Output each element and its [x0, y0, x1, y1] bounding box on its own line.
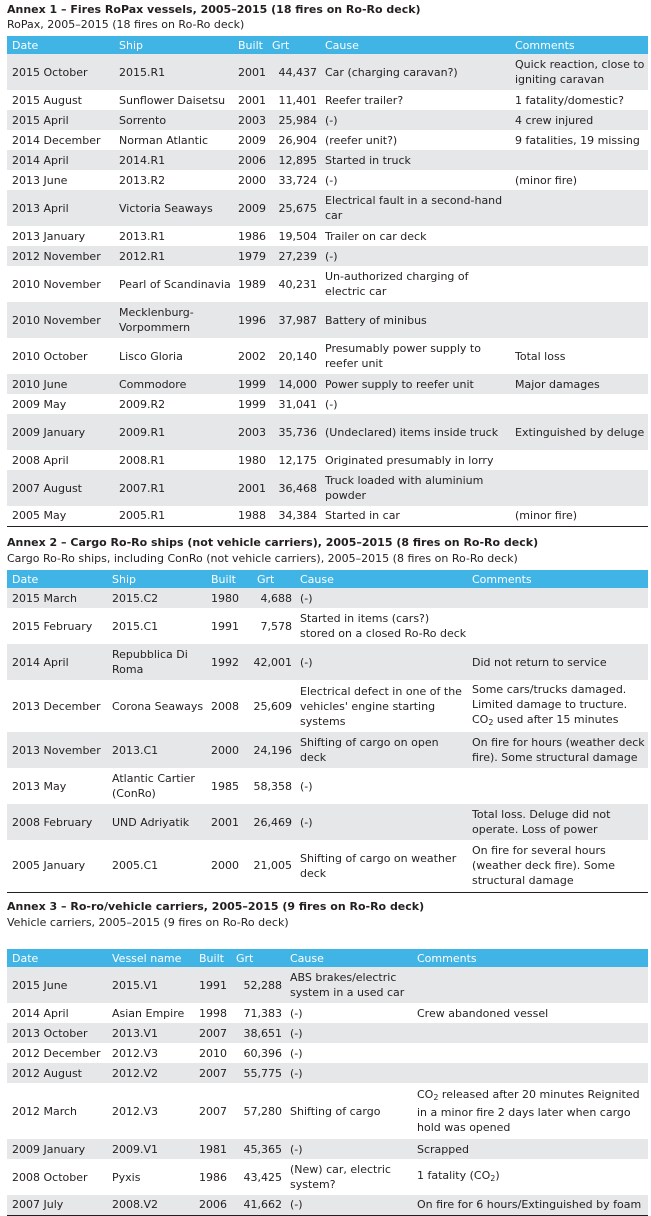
table-row: [7, 54, 648, 90]
cell-date: 2007 August: [7, 470, 114, 506]
cell-ship: Repubblica Di Roma: [107, 644, 206, 680]
cell-built: 2003: [233, 110, 267, 130]
cell-ship: 2013.C1: [107, 732, 206, 768]
cell-grt: 33,724: [267, 170, 320, 190]
cell-built: 2001: [206, 804, 252, 840]
cell-grt: 45,365: [231, 1139, 285, 1159]
cell-cause: (-): [285, 1023, 412, 1043]
cell-ship: 2007.R1: [114, 470, 233, 506]
cell-comments: 1 fatality (CO2): [412, 1159, 648, 1195]
cell-cause: (reefer unit?): [320, 130, 510, 150]
cell-built: 2001: [233, 470, 267, 506]
cell-grt: 71,383: [231, 1003, 285, 1023]
cell-cause: (Undeclared) items inside truck: [320, 414, 510, 450]
cell-comments: [510, 246, 648, 266]
cell-cause: (-): [285, 1139, 412, 1159]
cell-date: 2009 May: [7, 394, 114, 414]
table-row: [7, 1159, 648, 1195]
cell-date: 2013 November: [7, 732, 107, 768]
cell-built: 2010: [194, 1043, 231, 1063]
cell-comments: [412, 1043, 648, 1063]
cell-cause: Truck loaded with aluminium powder: [320, 470, 510, 506]
cell-built: 2000: [233, 170, 267, 190]
cell-ship: 2008.R1: [114, 450, 233, 470]
cell-date: 2012 August: [7, 1063, 107, 1083]
cell-grt: 25,675: [267, 190, 320, 226]
column-header-date: Date: [7, 36, 114, 54]
cell-date: 2009 January: [7, 414, 114, 450]
cell-grt: 20,140: [267, 338, 320, 374]
cell-built: 2007: [194, 1063, 231, 1083]
cell-date: 2005 January: [7, 840, 107, 892]
cell-comments: [412, 967, 648, 1003]
cell-comments: Some cars/trucks damaged. Limited damage to tructure. CO2 used after 15 minutes: [467, 680, 648, 732]
cell-grt: 26,904: [267, 130, 320, 150]
cell-comments: [510, 394, 648, 414]
cell-grt: 40,231: [267, 266, 320, 302]
table-row: [7, 608, 648, 644]
cell-ship: 2005.R1: [114, 506, 233, 526]
cell-grt: 52,288: [231, 967, 285, 1003]
table-row: [7, 130, 648, 150]
annex-3-subtitle: Vehicle carriers, 2005–2015 (9 fires on Ro-Ro deck): [7, 916, 289, 929]
cell-date: 2013 June: [7, 170, 114, 190]
cell-built: 1991: [206, 608, 252, 644]
cell-comments: Did not return to service: [467, 644, 648, 680]
cell-cause: Trailer on car deck: [320, 226, 510, 246]
cell-ship: 2013.R1: [114, 226, 233, 246]
annex-3-table: [7, 949, 648, 1216]
annex-2-section: [0, 532, 651, 892]
cell-date: 2015 August: [7, 90, 114, 110]
cell-grt: 44,437: [267, 54, 320, 90]
table-row: [7, 190, 648, 226]
cell-cause: ABS brakes/electric system in a used car: [285, 967, 412, 1003]
cell-grt: 37,987: [267, 302, 320, 338]
column-header-date: Date: [7, 949, 107, 967]
cell-ship: 2015.C1: [107, 608, 206, 644]
cell-ship: Victoria Seaways: [114, 190, 233, 226]
table-row: [7, 226, 648, 246]
column-header-built: Built: [206, 570, 252, 588]
column-header-grt: Grt: [231, 949, 285, 967]
cell-date: 2008 February: [7, 804, 107, 840]
cell-cause: (-): [320, 170, 510, 190]
cell-comments: Scrapped: [412, 1139, 648, 1159]
table-row: [7, 1195, 648, 1215]
cell-comments: [467, 588, 648, 608]
cell-comments: [510, 450, 648, 470]
table-row: [7, 150, 648, 170]
cell-built: 1980: [233, 450, 267, 470]
cell-cause: Electrical defect in one of the vehicles' engine starting systems: [295, 680, 467, 732]
cell-comments: [412, 1023, 648, 1043]
annex-1-table: [7, 36, 648, 527]
cell-date: 2010 June: [7, 374, 114, 394]
cell-comments: Quick reaction, close to igniting caravan: [510, 54, 648, 90]
cell-built: 1986: [233, 226, 267, 246]
cell-ship: Atlantic Cartier (ConRo): [107, 768, 206, 804]
annex-3-section: [0, 896, 651, 1216]
cell-ship: Mecklenburg-Vorpommern: [114, 302, 233, 338]
cell-comments: 1 fatality/domestic?: [510, 90, 648, 110]
table-row: [7, 338, 648, 374]
cell-date: 2012 December: [7, 1043, 107, 1063]
cell-ship: 2012.R1: [114, 246, 233, 266]
cell-date: 2013 October: [7, 1023, 107, 1043]
column-header-ship: Ship: [107, 570, 206, 588]
cell-date: 2013 December: [7, 680, 107, 732]
table-row: [7, 302, 648, 338]
cell-grt: 27,239: [267, 246, 320, 266]
table-row: [7, 768, 648, 804]
cell-built: 2000: [206, 732, 252, 768]
cell-ship: Corona Seaways: [107, 680, 206, 732]
cell-date: 2010 October: [7, 338, 114, 374]
table-row: [7, 804, 648, 840]
cell-comments: 9 fatalities, 19 missing: [510, 130, 648, 150]
cell-cause: Electrical fault in a second-hand car: [320, 190, 510, 226]
cell-cause: Car (charging caravan?): [320, 54, 510, 90]
cell-comments: Major damages: [510, 374, 648, 394]
annex-1-title: Annex 1 – Fires RoPax vessels, 2005–2015 (18 fires on Ro-Ro deck): [7, 3, 421, 16]
column-header-built: Built: [233, 36, 267, 54]
cell-comments: On fire for hours (weather deck fire). Some structural damage: [467, 732, 648, 768]
cell-built: 2006: [233, 150, 267, 170]
cell-cause: Shifting of cargo on weather deck: [295, 840, 467, 892]
cell-grt: 55,775: [231, 1063, 285, 1083]
cell-ship: Commodore: [114, 374, 233, 394]
cell-grt: 21,005: [252, 840, 295, 892]
annex-2-table: [7, 570, 648, 893]
table-row: [7, 588, 648, 608]
table-row: [7, 680, 648, 732]
cell-grt: 25,609: [252, 680, 295, 732]
table-row: [7, 470, 648, 506]
cell-built: 1999: [233, 374, 267, 394]
cell-ship: 2005.C1: [107, 840, 206, 892]
cell-date: 2015 February: [7, 608, 107, 644]
table-row: [7, 1139, 648, 1159]
cell-comments: 4 crew injured: [510, 110, 648, 130]
cell-date: 2008 October: [7, 1159, 107, 1195]
cell-date: 2014 April: [7, 644, 107, 680]
cell-date: 2014 December: [7, 130, 114, 150]
cell-built: 1980: [206, 588, 252, 608]
cell-comments: CO2 released after 20 minutes Reignited in a minor fire 2 days later when cargo hold was opened: [412, 1083, 648, 1139]
cell-date: 2010 November: [7, 302, 114, 338]
cell-built: 2003: [233, 414, 267, 450]
cell-cause: Power supply to reefer unit: [320, 374, 510, 394]
column-header-comments: Comments: [510, 36, 648, 54]
cell-date: 2015 October: [7, 54, 114, 90]
cell-date: 2010 November: [7, 266, 114, 302]
cell-ship: 2009.R2: [114, 394, 233, 414]
cell-comments: Extinguished by deluge: [510, 414, 648, 450]
cell-ship: 2012.V3: [107, 1083, 194, 1139]
table-row: [7, 450, 648, 470]
cell-date: 2009 January: [7, 1139, 107, 1159]
annex-1-subtitle: RoPax, 2005–2015 (18 fires on Ro-Ro deck): [7, 18, 245, 31]
cell-ship: 2015.V1: [107, 967, 194, 1003]
cell-ship: 2015.R1: [114, 54, 233, 90]
cell-date: 2013 May: [7, 768, 107, 804]
cell-cause: Un-authorized charging of electric car: [320, 266, 510, 302]
cell-built: 2007: [194, 1023, 231, 1043]
cell-built: 2000: [206, 840, 252, 892]
cell-cause: Battery of minibus: [320, 302, 510, 338]
cell-built: 1985: [206, 768, 252, 804]
cell-grt: 12,175: [267, 450, 320, 470]
cell-grt: 42,001: [252, 644, 295, 680]
table-row: [7, 1083, 648, 1139]
cell-ship: 2013.R2: [114, 170, 233, 190]
cell-cause: (-): [285, 1063, 412, 1083]
cell-date: 2014 April: [7, 1003, 107, 1023]
cell-cause: Shifting of cargo on open deck: [295, 732, 467, 768]
table-row: [7, 644, 648, 680]
cell-grt: 41,662: [231, 1195, 285, 1215]
cell-cause: Originated presumably in lorry: [320, 450, 510, 470]
cell-ship: Pearl of Scandinavia: [114, 266, 233, 302]
cell-ship: Lisco Gloria: [114, 338, 233, 374]
cell-built: 2006: [194, 1195, 231, 1215]
cell-comments: [467, 608, 648, 644]
cell-built: 1999: [233, 394, 267, 414]
cell-grt: 60,396: [231, 1043, 285, 1063]
cell-comments: [510, 190, 648, 226]
cell-ship: 2012.V2: [107, 1063, 194, 1083]
column-header-cause: Cause: [320, 36, 510, 54]
column-header-date: Date: [7, 570, 107, 588]
cell-built: 2007: [194, 1083, 231, 1139]
cell-date: 2007 July: [7, 1195, 107, 1215]
cell-cause: Reefer trailer?: [320, 90, 510, 110]
table-row: [7, 1063, 648, 1083]
cell-built: 2001: [233, 54, 267, 90]
cell-ship: Sunflower Daisetsu: [114, 90, 233, 110]
cell-comments: [510, 302, 648, 338]
cell-grt: 14,000: [267, 374, 320, 394]
cell-ship: 2008.V2: [107, 1195, 194, 1215]
cell-ship: Sorrento: [114, 110, 233, 130]
cell-comments: [510, 150, 648, 170]
table-row: [7, 374, 648, 394]
column-header-cause: Cause: [285, 949, 412, 967]
cell-comments: [467, 768, 648, 804]
cell-grt: 24,196: [252, 732, 295, 768]
cell-ship: 2009.V1: [107, 1139, 194, 1159]
cell-ship: 2009.R1: [114, 414, 233, 450]
cell-comments: (minor fire): [510, 170, 648, 190]
column-header-comments: Comments: [412, 949, 648, 967]
column-header-ship: Ship: [114, 36, 233, 54]
cell-date: 2015 March: [7, 588, 107, 608]
cell-date: 2005 May: [7, 506, 114, 526]
cell-date: 2012 March: [7, 1083, 107, 1139]
cell-comments: On fire for 6 hours/Extinguished by foam: [412, 1195, 648, 1215]
cell-cause: (-): [295, 588, 467, 608]
cell-date: 2015 June: [7, 967, 107, 1003]
cell-comments: (minor fire): [510, 506, 648, 526]
cell-grt: 26,469: [252, 804, 295, 840]
cell-comments: On fire for several hours (weather deck fire). Some structural damage: [467, 840, 648, 892]
column-header-built: Built: [194, 949, 231, 967]
column-header-grt: Grt: [267, 36, 320, 54]
cell-built: 1992: [206, 644, 252, 680]
cell-cause: (-): [295, 804, 467, 840]
cell-built: 2002: [233, 338, 267, 374]
cell-built: 1981: [194, 1139, 231, 1159]
table-row: [7, 170, 648, 190]
cell-grt: 58,358: [252, 768, 295, 804]
cell-cause: Presumably power supply to reefer unit: [320, 338, 510, 374]
column-header-comments: Comments: [467, 570, 648, 588]
annex-2-title: Annex 2 – Cargo Ro-Ro ships (not vehicle carriers), 2005–2015 (8 fires on Ro-Ro deck): [7, 536, 539, 549]
cell-grt: 4,688: [252, 588, 295, 608]
table-row: [7, 110, 648, 130]
cell-built: 1986: [194, 1159, 231, 1195]
cell-date: 2015 April: [7, 110, 114, 130]
cell-built: 1996: [233, 302, 267, 338]
cell-ship: 2014.R1: [114, 150, 233, 170]
cell-grt: 57,280: [231, 1083, 285, 1139]
cell-built: 2009: [233, 130, 267, 150]
column-header-cause: Cause: [295, 570, 467, 588]
cell-grt: 11,401: [267, 90, 320, 110]
cell-built: 2008: [206, 680, 252, 732]
cell-comments: [510, 226, 648, 246]
table-row: [7, 266, 648, 302]
cell-cause: Shifting of cargo: [285, 1083, 412, 1139]
cell-ship: 2015.C2: [107, 588, 206, 608]
cell-ship: Asian Empire: [107, 1003, 194, 1023]
cell-cause: (-): [285, 1003, 412, 1023]
cell-ship: 2013.V1: [107, 1023, 194, 1043]
cell-cause: (-): [320, 394, 510, 414]
cell-comments: Crew abandoned vessel: [412, 1003, 648, 1023]
table-row: [7, 1043, 648, 1063]
cell-grt: 43,425: [231, 1159, 285, 1195]
cell-comments: [510, 266, 648, 302]
cell-cause: (-): [295, 768, 467, 804]
cell-built: 1991: [194, 967, 231, 1003]
table-row: [7, 246, 648, 266]
cell-grt: 34,384: [267, 506, 320, 526]
annex-2-subtitle: Cargo Ro-Ro ships, including ConRo (not vehicle carriers), 2005–2015 (8 fires on Ro-Ro deck): [7, 552, 518, 565]
annex-3-title: Annex 3 – Ro-ro/vehicle carriers, 2005–2015 (9 fires on Ro-Ro deck): [7, 900, 425, 913]
cell-grt: 7,578: [252, 608, 295, 644]
cell-built: 1989: [233, 266, 267, 302]
table-row: [7, 840, 648, 892]
cell-built: 1998: [194, 1003, 231, 1023]
column-header-grt: Grt: [252, 570, 295, 588]
cell-grt: 19,504: [267, 226, 320, 246]
cell-grt: 31,041: [267, 394, 320, 414]
cell-cause: (-): [295, 644, 467, 680]
cell-grt: 36,468: [267, 470, 320, 506]
cell-cause: (-): [320, 246, 510, 266]
table-row: [7, 90, 648, 110]
table-row: [7, 414, 648, 450]
cell-built: 2001: [233, 90, 267, 110]
cell-ship: Pyxis: [107, 1159, 194, 1195]
cell-date: 2008 April: [7, 450, 114, 470]
table-row: [7, 394, 648, 414]
cell-cause: (New) car, electric system?: [285, 1159, 412, 1195]
cell-built: 2009: [233, 190, 267, 226]
cell-grt: 25,984: [267, 110, 320, 130]
table-row: [7, 1003, 648, 1023]
annex-1-section: [0, 0, 651, 530]
cell-date: 2013 January: [7, 226, 114, 246]
cell-ship: Norman Atlantic: [114, 130, 233, 150]
cell-built: 1988: [233, 506, 267, 526]
table-row: [7, 967, 648, 1003]
cell-cause: (-): [285, 1043, 412, 1063]
table-header-row: [7, 949, 648, 967]
table-row: [7, 732, 648, 768]
cell-date: 2014 April: [7, 150, 114, 170]
table-header-row: [7, 570, 648, 588]
table-row: [7, 506, 648, 526]
cell-date: 2012 November: [7, 246, 114, 266]
cell-comments: [412, 1063, 648, 1083]
cell-comments: Total loss: [510, 338, 648, 374]
cell-comments: Total loss. Deluge did not operate. Loss of power: [467, 804, 648, 840]
table-header-row: [7, 36, 648, 54]
cell-cause: (-): [320, 110, 510, 130]
table-row: [7, 1023, 648, 1043]
cell-grt: 38,651: [231, 1023, 285, 1043]
cell-date: 2013 April: [7, 190, 114, 226]
cell-ship: 2012.V3: [107, 1043, 194, 1063]
column-header-ship: Vessel name: [107, 949, 194, 967]
cell-built: 1979: [233, 246, 267, 266]
cell-grt: 35,736: [267, 414, 320, 450]
cell-cause: (-): [285, 1195, 412, 1215]
cell-cause: Started in car: [320, 506, 510, 526]
cell-cause: Started in items (cars?) stored on a closed Ro-Ro deck: [295, 608, 467, 644]
cell-grt: 12,895: [267, 150, 320, 170]
cell-comments: [510, 470, 648, 506]
cell-ship: UND Adriyatik: [107, 804, 206, 840]
cell-cause: Started in truck: [320, 150, 510, 170]
